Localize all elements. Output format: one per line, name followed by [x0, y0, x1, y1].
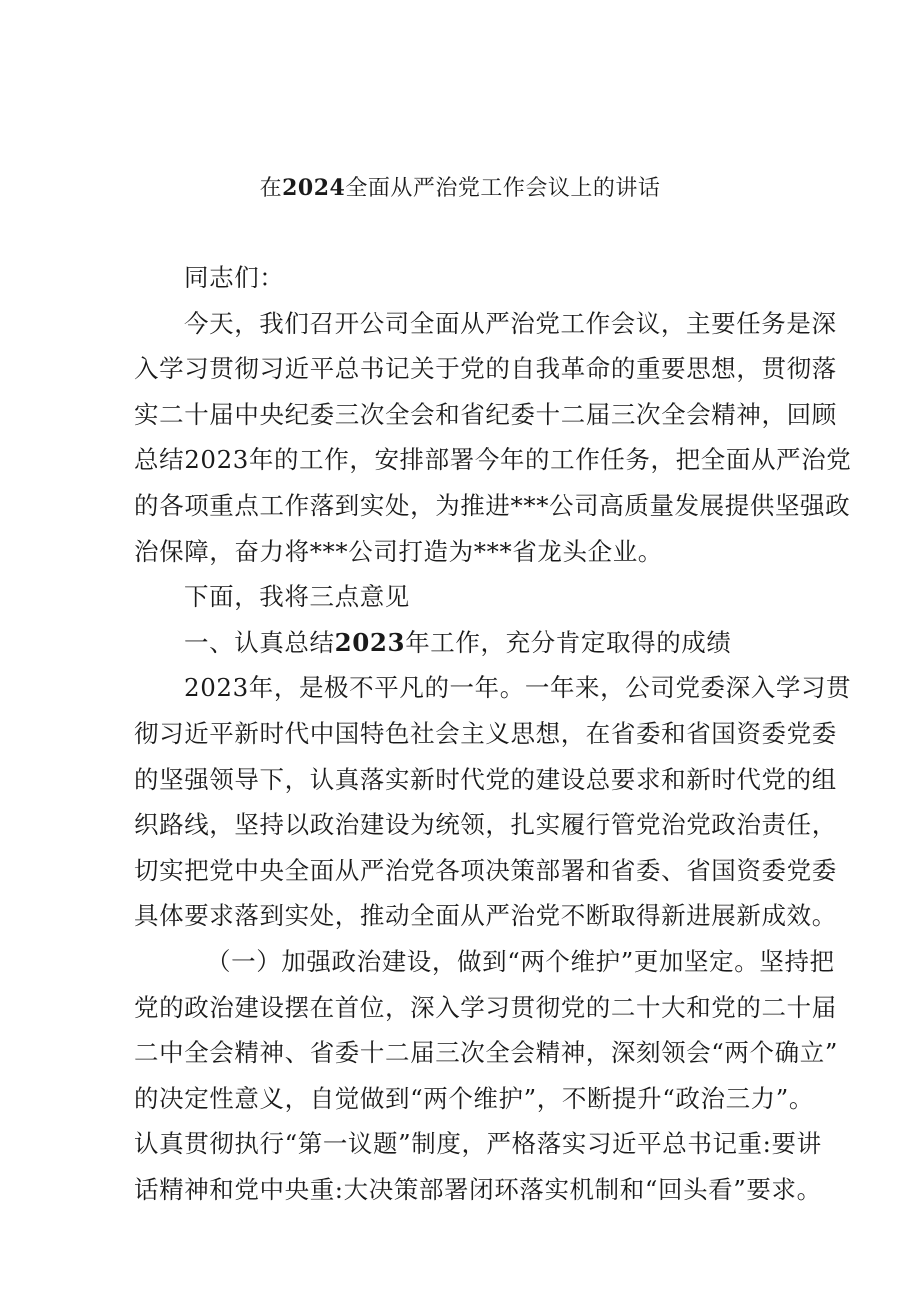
paragraph-line: 织路线，坚持以政治建设为统领，扎实履行管党治党政治责任， [134, 810, 837, 840]
paragraph-line: 入学习贯彻习近平总书记关于党的自我革命的重要思想，贯彻落 [134, 354, 837, 384]
paragraph-line: 二中全会精神、省委十二届三次全会精神，深刻领会“两个确立” [134, 1038, 838, 1068]
title-prefix: 在 [259, 176, 283, 201]
paragraph-line: 话精神和党中央重:大决策部署闭环落实机制和“回头看”要求。 [134, 1174, 822, 1204]
paragraph-line: 总结2023年的工作，安排部署今年的工作任务，把全面从严治党 [134, 445, 852, 475]
speech-body [134, 255, 852, 1212]
paragraph-line: 的决定性意义，自觉做到“两个维护”，不断提升“政治三力”。 [134, 1083, 814, 1113]
paragraph-line: 2023年，是极不平凡的一年。一年来，公司党委深入学习贯 [184, 673, 852, 703]
paragraph-line: 的坚强领导下，认真落实新时代党的建设总要求和新时代党的组 [134, 764, 837, 794]
section-heading-year: 2023 [334, 627, 406, 657]
title-year: 2024 [282, 175, 346, 201]
salutation: 同志们： [184, 263, 285, 292]
paragraph-line: 具体要求落到实处，推动全面从严治党不断取得新进展新成效。 [134, 901, 837, 931]
paragraph-line: 党的政治建设摆在首位，深入学习贯彻党的二十大和党的二十届 [134, 992, 837, 1022]
paragraph-line: 实二十届中央纪委三次全会和省纪委十二届三次全会精神，回顾 [134, 399, 837, 429]
paragraph-line: 切实把党中央全面从严治党各项决策部署和省委、省国资委党委 [134, 855, 837, 885]
paragraph-line: 治保障，奋力将***公司打造为***省龙头企业。 [134, 536, 663, 566]
page-title [0, 172, 920, 205]
paragraph-line: 今天，我们召开公司全面从严治党工作会议，主要任务是深 [184, 308, 837, 338]
paragraph-opening [134, 301, 852, 575]
section-heading [134, 620, 794, 666]
section-heading-rest: 年工作，充分肯定取得的成绩 [405, 627, 732, 657]
intro-line: 下面，我将三点意见 [184, 582, 410, 612]
paragraph-line: 认真贯彻执行“第一议题”制度，严格落实习近平总书记重:要讲 [134, 1129, 822, 1159]
section-heading-prefix: 一、认真总结 [184, 627, 335, 657]
paragraph-political-building [134, 939, 838, 1213]
paragraph-line: 彻习近平新时代中国特色社会主义思想，在省委和省国资委党委 [134, 718, 837, 748]
title-rest: 全面从严治党工作会议上的讲话 [345, 176, 661, 201]
paragraph-review [134, 665, 852, 939]
paragraph-line: 的各项重点工作落到实处，为推进***公司高质量发展提供坚强政 [134, 490, 851, 520]
paragraph-line: （一）加强政治建设，做到“两个维护”更加坚定。坚持把 [206, 946, 835, 976]
